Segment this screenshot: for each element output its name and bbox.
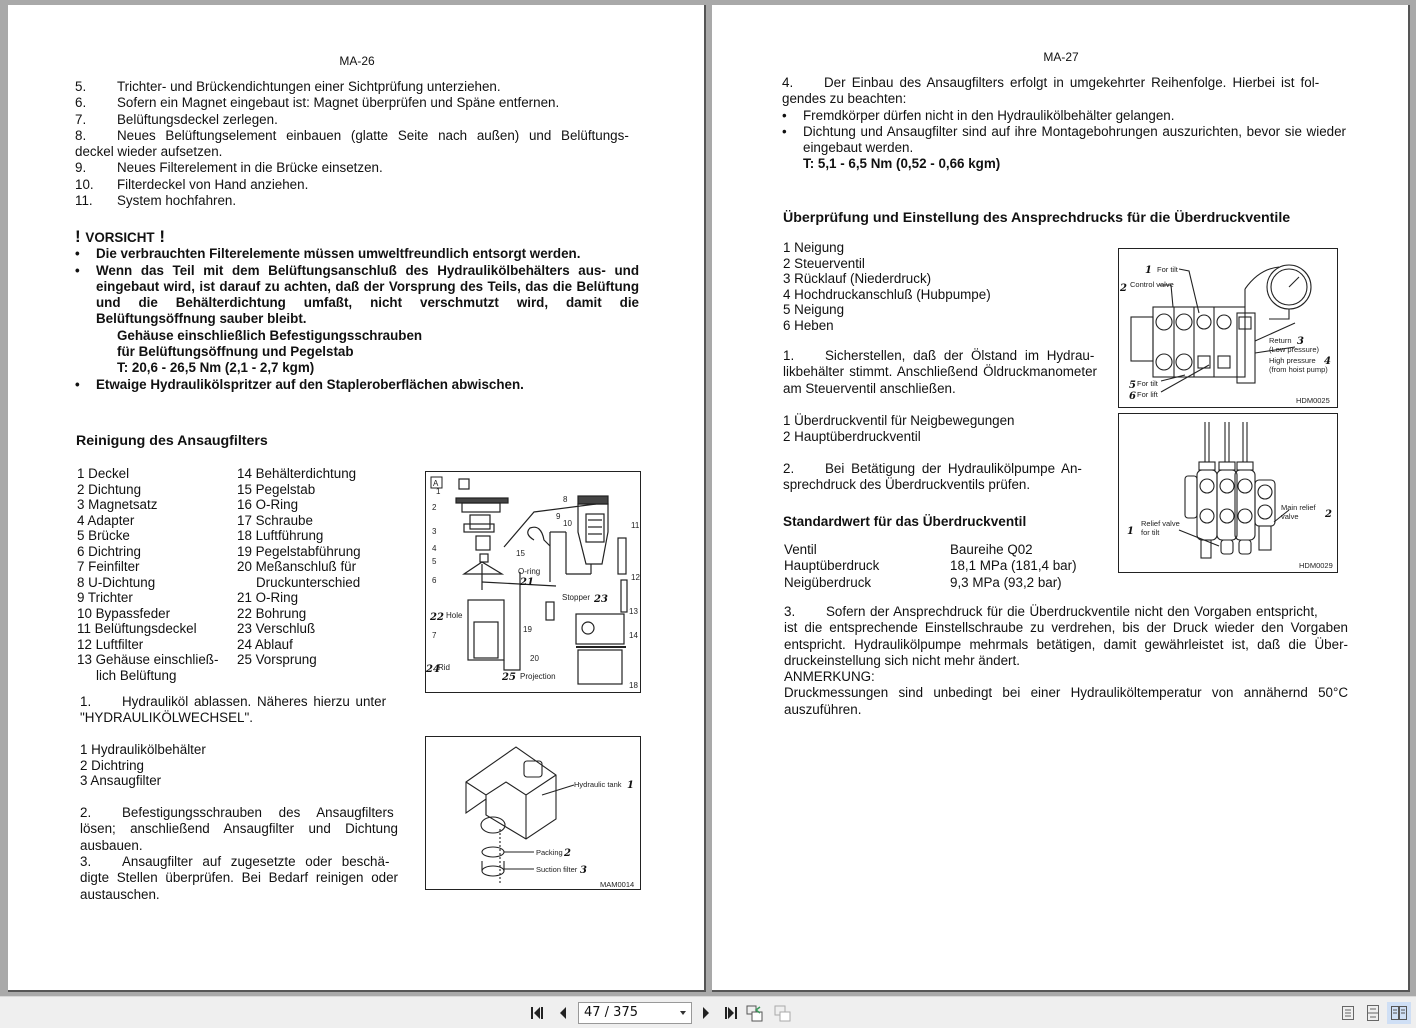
svg-text:For tilt: For tilt <box>1137 379 1158 388</box>
svg-text:Projection: Projection <box>520 672 556 681</box>
svg-text:Main relief: Main relief <box>1281 503 1316 512</box>
svg-text:10: 10 <box>563 519 572 528</box>
svg-text:Stopper: Stopper <box>562 593 591 602</box>
svg-text:Relief valve: Relief valve <box>1141 519 1180 528</box>
svg-text:6: 6 <box>432 576 437 585</box>
section-title: Überprüfung und Einstellung des Ansprechdrucks für die Überdruckventile <box>783 210 1291 226</box>
viewer-toolbar <box>0 996 1416 1028</box>
next-view-icon <box>774 1004 792 1022</box>
svg-text:(Low pressure): (Low pressure) <box>1269 345 1320 354</box>
continuous-view-button[interactable] <box>1361 1002 1385 1024</box>
svg-text:O-ring: O-ring <box>518 567 541 576</box>
svg-text:22: 22 <box>430 612 444 623</box>
last-page-button[interactable] <box>720 1003 740 1023</box>
svg-text:1: 1 <box>436 487 441 496</box>
first-page-button[interactable] <box>528 1003 548 1023</box>
svg-text:2: 2 <box>1325 509 1332 520</box>
continuous-page-icon <box>1366 1004 1380 1022</box>
last-page-icon <box>722 1006 738 1020</box>
svg-text:5: 5 <box>432 557 437 566</box>
svg-text:4: 4 <box>432 544 437 553</box>
svg-text:For tilt: For tilt <box>1157 265 1178 274</box>
tank-diagram-icon <box>426 737 642 891</box>
svg-text:4: 4 <box>1324 356 1331 367</box>
svg-text:21: 21 <box>520 577 534 588</box>
svg-text:High pressure: High pressure <box>1269 356 1316 365</box>
svg-text:3: 3 <box>580 865 587 876</box>
parts-list-col2: 14 Behälterdichtung 15 Pegelstab 16 O-Ring 17 Schraube 18 Luftführung 19 Pegelstabführung 20 Meßanschluß für Druckunterschied 21 O-Ring 22 Bohrung 23 Verschluß 24 Ablauf 25 Vorsprung <box>237 466 361 667</box>
parts-list: 1 Neigung 2 Steuerventil 3 Rücklauf (Niederdruck) 4 Hochdruckanschluß (Hubpumpe) 5 Neigung 6 Heben <box>783 240 991 333</box>
control-valve-gauge-diagram <box>1118 248 1338 408</box>
table-row: Ventil Baureihe Q02 <box>784 542 1033 557</box>
step-2: 2. Befestigungsschrauben des Ansaugfilters lösen; anschließend Ansaugfilter und Dichtung ausbauen. <box>80 805 398 853</box>
svg-text:HDM0029: HDM0029 <box>1299 561 1333 570</box>
step-1: 1. Sicherstellen, daß der Ölstand im Hydrau- likbehälter stimmt. Anschließend Öldruckmanometer am Steuerventil anschließen. <box>783 348 1097 396</box>
svg-text:Rid: Rid <box>438 663 451 672</box>
svg-text:8: 8 <box>563 495 568 504</box>
svg-text:Hole: Hole <box>446 611 463 620</box>
relief-valve-icon <box>1119 414 1339 574</box>
single-page-view-button[interactable] <box>1336 1002 1360 1024</box>
standard-value-table <box>784 542 1104 591</box>
svg-text:19: 19 <box>523 625 532 634</box>
svg-text:HDM0025: HDM0025 <box>1296 396 1330 405</box>
page-left <box>8 5 706 992</box>
parts-list-col1: 1 Deckel 2 Dichtung 3 Magnetsatz 4 Adapter 5 Brücke 6 Dichtring 7 Feinfilter 8 U-Dichtung 9 Trichter 10 Bypassfeder 11 Belüftungsdeckel 12 Luftfilter 13 Gehäuse einschließ- lich Belüftung <box>77 466 219 683</box>
standard-value-title: Standardwert für das Überdruckventil <box>783 514 1027 529</box>
svg-text:2: 2 <box>564 848 571 859</box>
svg-text:for tilt: for tilt <box>1141 528 1160 537</box>
page-number: MA-26 <box>339 54 375 68</box>
step-3: 3. Sofern der Ansprechdruck für die Überdruckventile nicht den Vorgaben entspricht, ist die entsprechende Einstellschraube zu verdrehen, bis der Druck wieder den Vorgaben entspricht. Hydraulikölpumpe mehrmals betätigen, damit gewährleistet ist, daß die Über-druckeinstellung sich nicht mehr ändert. ANMERKUNG: Druckmessungen sind unbedingt bei einer Hydrauliköltemperatur von annähernd 50°C auszuführen. <box>784 604 1348 717</box>
svg-text:9: 9 <box>556 512 561 521</box>
svg-text:12: 12 <box>631 573 640 582</box>
svg-text:For lift: For lift <box>1137 390 1158 399</box>
svg-text:15: 15 <box>516 549 525 558</box>
svg-text:valve: valve <box>1281 512 1299 521</box>
svg-text:2: 2 <box>1120 283 1127 294</box>
page-number-select[interactable]: 47 / 375 <box>578 1002 692 1024</box>
go-forward-view-button[interactable] <box>773 1003 793 1023</box>
filter-diagram-icon <box>426 472 642 694</box>
svg-text:5: 5 <box>1129 380 1136 391</box>
table-row: Hauptüberdruck 18,1 MPa (181,4 bar) <box>784 558 1077 574</box>
parts-list-2: 1 Hydraulikölbehälter 2 Dichtring 3 Ansaugfilter <box>80 742 206 788</box>
svg-text:1: 1 <box>1145 265 1152 276</box>
table-row: Neigüberdruck 9,3 MPa (93,2 bar) <box>784 574 1062 590</box>
control-valve-icon <box>1119 249 1339 409</box>
hydraulic-tank-diagram <box>425 736 641 890</box>
svg-text:Hydraulic tank: Hydraulic tank <box>574 780 622 789</box>
page-number: MA-27 <box>1043 50 1079 64</box>
svg-text:A: A <box>433 479 439 488</box>
two-page-view-button[interactable] <box>1387 1002 1411 1024</box>
caution-title: ! VORSICHT ! <box>75 227 165 246</box>
step-1: 1. Hydrauliköl ablassen. Näheres hierzu unter "HYDRAULIKÖLWECHSEL". <box>80 694 387 726</box>
go-back-view-button[interactable] <box>745 1003 765 1023</box>
svg-text:3: 3 <box>1297 336 1304 347</box>
previous-page-icon <box>558 1006 568 1020</box>
svg-text:1: 1 <box>1127 526 1134 537</box>
caution-block: ! VORSICHT ! • Die verbrauchten Filterelemente müssen umweltfreundlich entsorgt werden. • Wenn das Teil mit dem Belüftungsanschluß des Hydraulikölbehälters aus- und eingebaut wird, ist darauf zu achten, daß der Vorsprung des Teils, das die Belüftung und die Behälterdichtung umfaßt, nicht verschmutzt wird, damit die Belüftungsöffnung sauber bleibt. Gehäuse einschließlich Befestigungsschrauben für Belüftungsöffnung und Pegelstab T: 20,6 - 26,5 Nm (2,1 - 2,7 kgm) • Etwaige Hydraulikölspritzer auf den Stapleroberflächen abwischen. <box>75 227 639 392</box>
steps-top: 5. Trichter- und Brückendichtungen einer Sichtprüfung unterziehen. 6. Sofern ein Magnet eingebaut ist: Magnet überprüfen und Späne entfernen. 7. Belüftungsdeckel zerlegen. 8. Neues Belüftungselement einbauen (glatte Seite nach außen) und Belüftungs- deckel wieder aufsetzen. 9. Neues Filterelement in die Brücke einsetzen. 10. Filterdeckel von Hand anziehen. 11. System hochfahren. <box>75 79 629 209</box>
next-page-icon <box>701 1006 711 1020</box>
relief-valve-diagram <box>1118 413 1338 573</box>
two-page-icon <box>1390 1005 1408 1021</box>
first-page-icon <box>530 1006 546 1020</box>
step-4: 4. Der Einbau des Ansaugfilters erfolgt in umgekehrter Reihenfolge. Hierbei ist fol- gendes zu beachten: • Fremdkörper dürfen nicht in den Hydraulikölbehälter gelangen. • Dichtung und Ansaugfilter sind auf ihre Montagebohrungen auszurichten, bevor sie wieder eingebaut werden. T: 5,1 - 6,5 Nm (0,52 - 0,66 kgm) <box>782 75 1346 172</box>
next-page-button[interactable] <box>696 1003 716 1023</box>
svg-text:Return: Return <box>1269 336 1292 345</box>
chevron-down-icon <box>680 1011 686 1015</box>
svg-text:24: 24 <box>426 664 440 675</box>
svg-text:3: 3 <box>432 527 437 536</box>
svg-text:25: 25 <box>502 672 516 683</box>
step-2: 2. Bei Betätigung der Hydraulikölpumpe An- sprechdruck des Überdruckventils prüfen. <box>783 461 1082 493</box>
svg-text:2: 2 <box>432 503 437 512</box>
svg-text:7: 7 <box>432 631 437 640</box>
svg-text:23: 23 <box>594 594 608 605</box>
svg-text:Packing: Packing <box>536 848 563 857</box>
step-3: 3. Ansaugfilter auf zugesetzte oder beschä- digte Stellen überprüfen. Bei Bedarf reinigen oder austauschen. <box>80 854 398 902</box>
svg-text:Control valve: Control valve <box>1130 280 1174 289</box>
valve-list: 1 Überdruckventil für Neigbewegungen 2 Hauptüberdruckventil <box>783 413 1015 444</box>
svg-text:(from hoist pump): (from hoist pump) <box>1269 365 1328 374</box>
previous-view-icon <box>746 1004 764 1022</box>
svg-text:Suction filter: Suction filter <box>536 865 578 874</box>
svg-text:1: 1 <box>627 780 634 791</box>
section-title: Reinigung des Ansaugfilters <box>76 433 268 449</box>
svg-text:14: 14 <box>629 631 638 640</box>
single-page-icon <box>1341 1005 1355 1021</box>
svg-text:20: 20 <box>530 654 539 663</box>
svg-text:6: 6 <box>1129 391 1136 402</box>
svg-text:18: 18 <box>629 681 638 690</box>
svg-text:13: 13 <box>629 607 638 616</box>
page-right <box>712 5 1410 992</box>
svg-text:11: 11 <box>631 521 640 530</box>
previous-page-button[interactable] <box>553 1003 573 1023</box>
filter-exploded-diagram <box>425 471 641 693</box>
svg-text:MAM0014: MAM0014 <box>600 880 635 889</box>
